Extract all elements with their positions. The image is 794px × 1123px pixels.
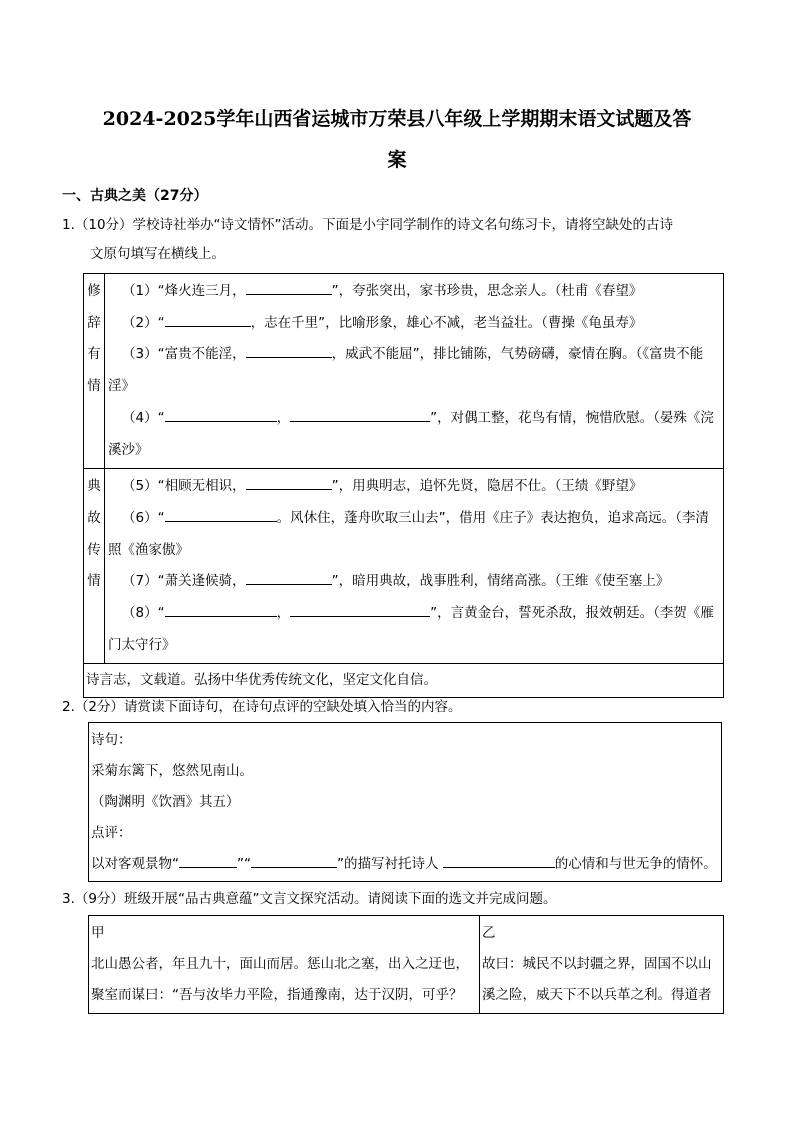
item-text: 以对客观景物“ <box>91 856 179 872</box>
item-text: ”的描写衬托诗人 <box>337 856 443 872</box>
item-text: ， <box>276 605 291 622</box>
allusion-items <box>105 469 724 664</box>
passage-yi <box>480 916 724 1014</box>
item-text: ”，夸张突出，家书珍贵，思念亲人。（杜甫《春望》 <box>331 283 643 299</box>
group-label-allusion <box>84 469 105 664</box>
question-1-text-continued: 文原句填写在横线上。 <box>90 246 225 262</box>
fill-in-item <box>108 276 721 308</box>
fill-in-item <box>108 598 721 661</box>
fill-in-item <box>108 339 721 402</box>
answer-blank[interactable] <box>290 407 430 422</box>
item-text: ”，用典明志，追怀先贤，隐居不仕。（王绩《野望》 <box>331 478 643 495</box>
question-3-text: 3.（9分）班级开展“品古典意蕴”文言文探究活动。请阅读下面的选文并完成问题。 <box>62 891 557 907</box>
poem-source: （陶渊明《饮酒》其五） <box>91 794 240 810</box>
comment-text <box>91 849 719 880</box>
answer-blank[interactable] <box>246 475 332 490</box>
item-text: （6）“ <box>122 509 165 526</box>
label-char: 情 <box>87 573 101 590</box>
fill-in-item <box>108 308 721 340</box>
poem-label: 诗句： <box>91 732 132 748</box>
item-text: （3）“富贵不能淫， <box>122 346 246 363</box>
answer-blank[interactable] <box>246 280 332 295</box>
label-char: 辞 <box>87 314 101 331</box>
label-char: 情 <box>87 378 101 395</box>
label-char: 传 <box>87 541 101 558</box>
group-label-rhetoric <box>84 274 105 469</box>
passage-jia-text: 北山愚公者，年且九十，面山而居。惩山北之塞，出入之迂也，聚室而谋曰：“吾与汝毕力平险，指通豫南，达于汉阴，可乎？ <box>91 956 469 1003</box>
label-char: 故 <box>87 509 101 526</box>
item-text: ”，暗用典故，战事胜利，情绪高涨。（王维《使至塞上》 <box>331 573 670 590</box>
answer-blank[interactable] <box>165 602 277 617</box>
fill-in-item <box>108 566 721 598</box>
document-title-continued: 案 <box>387 149 407 171</box>
fill-in-item <box>108 471 721 503</box>
item-text: （4）“ <box>122 409 165 426</box>
item-text: ，志在千里”，比喻形象，雄心不减，老当益壮。（曹操《龟虽寿》 <box>250 314 643 331</box>
fill-in-item <box>108 403 721 466</box>
item-text: （8）“ <box>122 605 165 622</box>
card-footer: 诗言志，文载道。弘扬中华优秀传统文化，坚定文化自信。 <box>84 664 724 698</box>
passage-jia <box>89 916 480 1014</box>
question-1-text: 1.（10分）学校诗社举办“诗文情怀”活动。下面是小宇同学制作的诗文名句练习卡，请将空缺处的古诗 <box>62 217 674 233</box>
passage-yi-label: 乙 <box>482 925 496 941</box>
rhetoric-items <box>105 274 724 469</box>
item-text: 的心情和与世无争的情怀。 <box>554 856 717 872</box>
passage-yi-text: 故曰：城民不以封疆之界，固国不以山溪之险，威天下不以兵革之利。得道者 <box>482 956 712 1003</box>
item-text: 。风休住，蓬舟吹取三山去”，借用《庄子》表达抱负，追求高远。（李清照《渔家傲》 <box>108 509 709 558</box>
label-char: 典 <box>87 478 101 495</box>
item-text: ， <box>276 409 291 426</box>
label-char: 修 <box>87 283 101 299</box>
answer-blank[interactable] <box>165 312 251 327</box>
classical-text-table <box>88 915 724 1014</box>
fill-in-item <box>108 503 721 566</box>
answer-blank[interactable] <box>290 602 430 617</box>
answer-blank[interactable] <box>179 853 237 868</box>
item-text: （7）“萧关逢候骑， <box>122 573 246 590</box>
item-text: （1）“烽火连三月， <box>122 283 246 299</box>
answer-blank[interactable] <box>443 853 555 868</box>
label-char: 有 <box>87 346 101 363</box>
item-text: ，威武不能屈”，排比铺陈，气势磅礴，豪情在胸。（《富贵不能淫》 <box>108 346 704 395</box>
question-1 <box>62 211 732 269</box>
item-text: ”，言黄金台，誓死杀敌，报效朝廷。（李贺《雁门太守行》 <box>108 605 714 653</box>
item-text: ”“ <box>237 856 251 872</box>
document-title: 2024-2025学年山西省运城市万荣县八年级上学期期末语文试题及答 <box>102 108 692 130</box>
poem-line: 采菊东篱下，悠然见南山。 <box>91 763 253 779</box>
item-text: （5）“相顾无相识， <box>122 478 246 495</box>
comment-label: 点评： <box>91 825 132 841</box>
answer-blank[interactable] <box>165 407 277 422</box>
item-text: ”，对偶工整，花鸟有情，惋惜欣慰。（晏殊《浣溪沙》 <box>108 409 714 458</box>
section-heading: 一、古典之美（27分） <box>62 188 208 204</box>
item-text: （2）“ <box>122 314 165 331</box>
answer-blank[interactable] <box>246 343 332 358</box>
passage-jia-label: 甲 <box>91 925 105 941</box>
question-2-text: 2.（2分）请赏读下面诗句，在诗句点评的空缺处填入恰当的内容。 <box>62 699 462 715</box>
poem-practice-card <box>83 273 724 698</box>
answer-blank[interactable] <box>246 570 332 585</box>
answer-blank[interactable] <box>165 507 277 522</box>
question-2-box <box>88 722 722 882</box>
answer-blank[interactable] <box>251 853 337 868</box>
